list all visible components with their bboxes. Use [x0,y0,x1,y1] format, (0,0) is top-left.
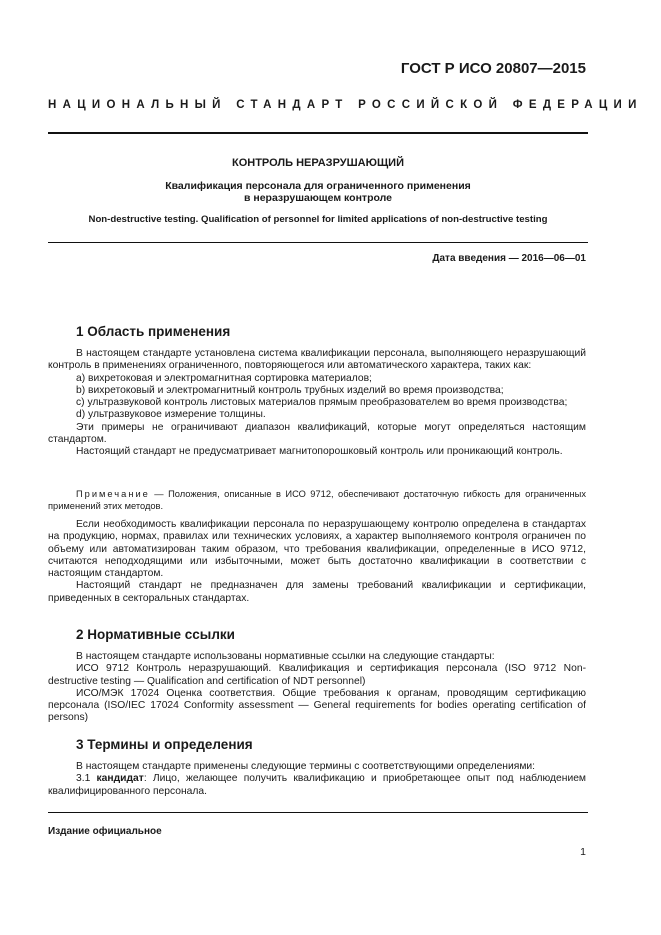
section-1-heading: 1 Область применения [76,324,231,339]
document-title: КОНТРОЛЬ НЕРАЗРУШАЮЩИЙ [232,157,404,169]
note [48,489,586,512]
introduction-date: Дата введения — 2016—06—01 [432,253,586,264]
section-1-paragraph: В настоящем стандарте установлена система квалификации персонала, выполняющего неразрушающий контроль в применениях ограниченного, повторяющегося или автоматического характера, таких как: [48,348,586,372]
subtitle-line-2: в неразрушающем контроле [243,192,393,204]
term-definition [48,773,586,798]
header-divider [48,132,588,134]
section-1-body-continued [48,519,586,605]
section-1-body [48,348,586,459]
section-2-heading: 2 Нормативные ссылки [76,627,235,642]
section-2-paragraph: В настоящем стандарте использованы нормативные ссылки на следующие стандарты: [76,651,495,662]
term-number: 3.1 [76,773,97,785]
list-item-a: а) вихретоковая и электромагнитная сортировка материалов; [76,372,372,384]
normative-reference: ИСО 9712 Контроль неразрушающий. Квалификация и сертификация персонала (ISO 9712 Non-destructive testing — Qualification and certification of NDT personnel) [48,663,586,687]
section-1-paragraph: Настоящий стандарт не предназначен для замены требований квалификации и сертификации, приведенных в секторальных стандартах. [48,580,586,604]
section-3-heading: 3 Термины и определения [76,737,253,752]
section-2-body [48,651,586,725]
term-definition-text: : Лицо, желающее получить квалификацию и приобретающее опыт под наблюдением квалифицированного персонала. [48,773,586,797]
standard-number: ГОСТ Р ИСО 20807—2015 [400,60,586,77]
page-number: 1 [580,846,586,858]
list-item-d: d) ультразвуковое измерение толщины. [76,409,266,421]
document-subtitle [48,180,588,204]
section-1-paragraph: Если необходимость квалификации персонала по неразрушающему контролю определена в стандартах на продукцию, нормах, правилах или технических условиях, а характер выполняемого контроля ограничен по объему или автоматизирован таким образом, что требования квалификации, определенные в ИСО 9712, считаются неподходящими или избыточными, может быть достаточно квалификации в соответствии с настоящим стандартом. [48,519,586,580]
list-item-c: с) ультразвуковой контроль листовых материалов прямым преобразователем во время производства; [76,397,568,409]
subtitle-line-1: Квалификация персонала для ограниченного применения [165,180,471,192]
section-3-body [48,761,586,798]
title-divider [48,242,588,243]
english-title: Non-destructive testing. Qualification of personnel for limited applications of non-destructive testing [88,214,548,225]
footer-divider [48,812,588,813]
section-1-paragraph: Настоящий стандарт не предусматривает магнитопорошковый контроль или проникающий контроль. [76,446,563,458]
term-word: кандидат [96,773,144,785]
list-item-b: b) вихретоковый и электромагнитный контроль трубных изделий во время производства; [76,384,504,396]
section-1-paragraph: Эти примеры не ограничивают диапазон квалификаций, которые могут определяться настоящим стандартом. [48,421,586,446]
note-label: Примечание [76,489,150,499]
national-standard-banner: НАЦИОНАЛЬНЫЙ СТАНДАРТ РОССИЙСКОЙ ФЕДЕРАЦИИ [48,99,643,111]
section-3-paragraph: В настоящем стандарте применены следующие термины с соответствующими определениями: [76,761,536,772]
official-edition-label: Издание официальное [48,826,162,837]
note-text: — Положения, описанные в ИСО 9712, обеспечивают достаточную гибкость для ограниченных применений этих методов. [48,489,586,511]
normative-reference: ИСО/МЭК 17024 Оценка соответствия. Общие требования к органам, проводящим сертификацию персонала (ISO/IEC 17024 Conformity assessment — General requirements for bodies operating certification of persons) [48,687,586,724]
